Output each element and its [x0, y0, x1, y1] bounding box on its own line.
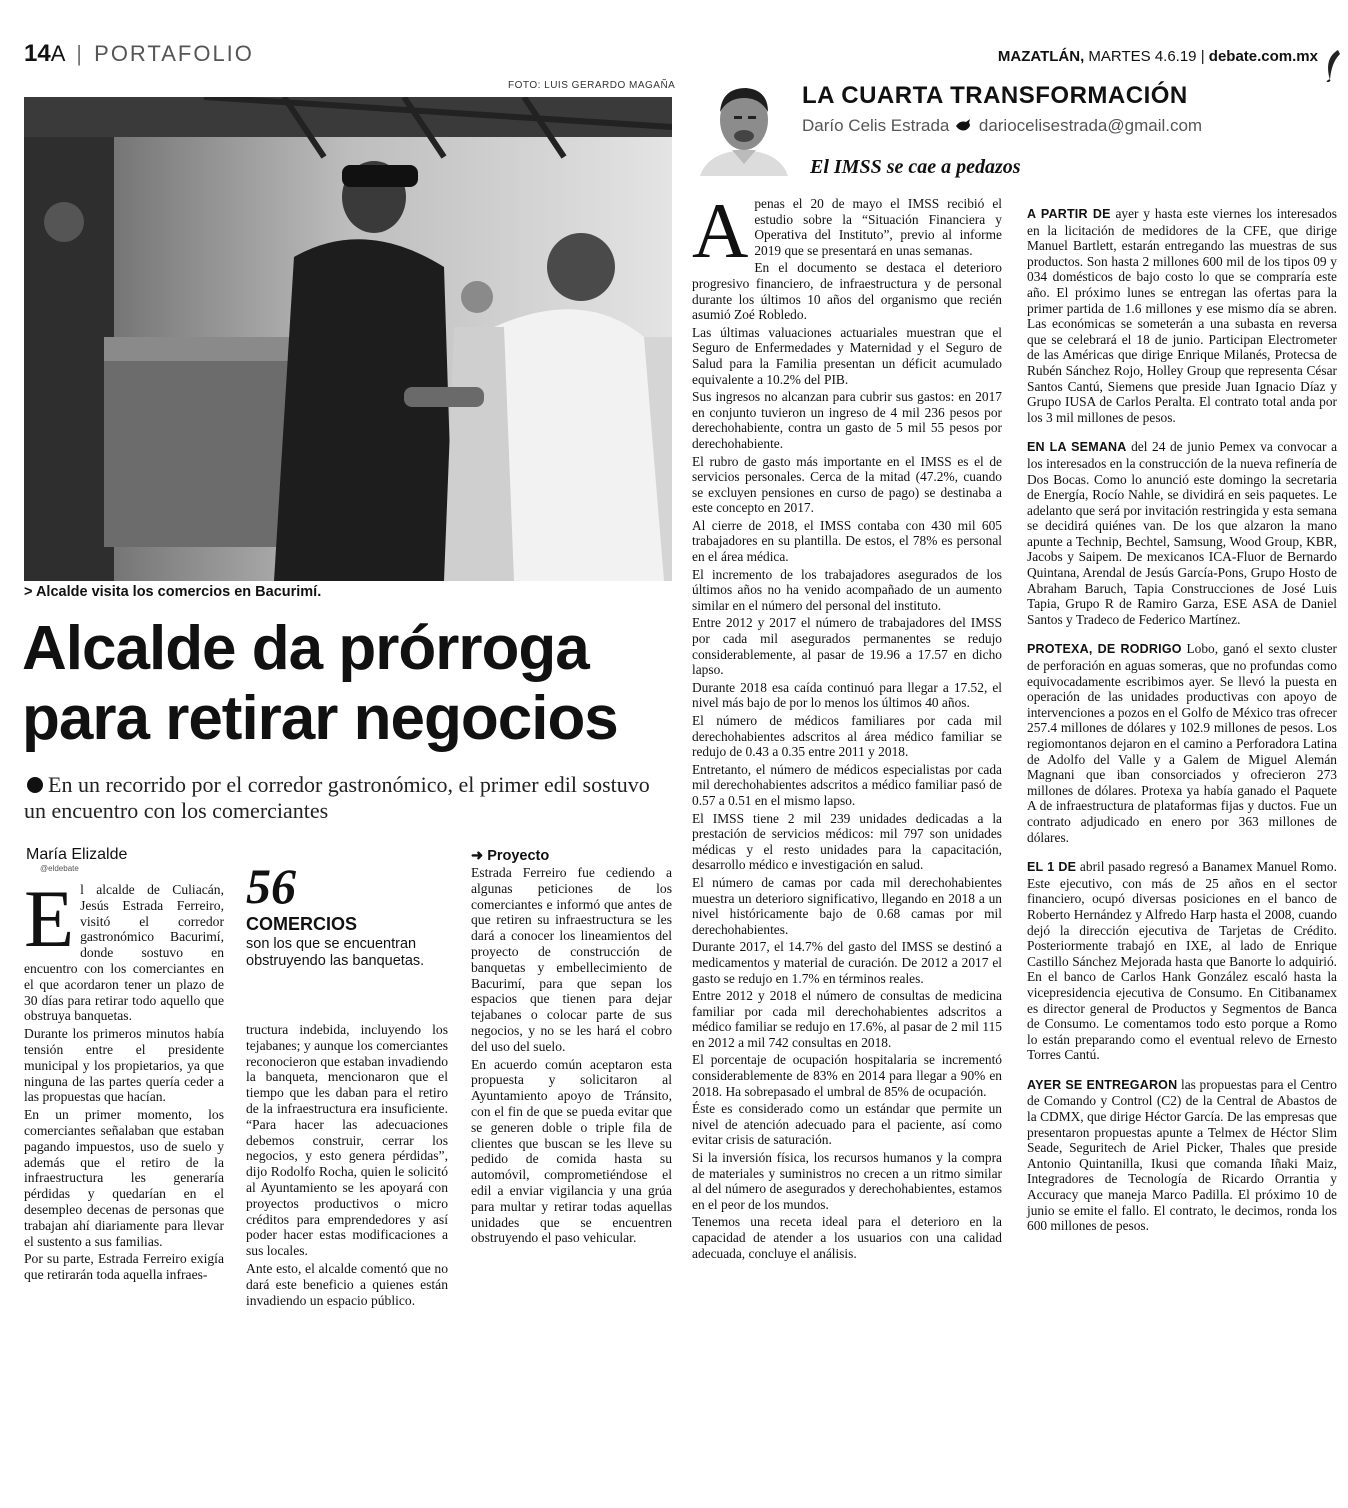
column-body-middle — [692, 187, 1002, 1261]
feather-icon — [1322, 48, 1342, 82]
column-item-text: Lobo, ganó el sexto cluster de perforación en aguas someras, que no profundas como equivocadamente escribimos ayer. Se llevó la puesta en operación de las unidades productivas con apoyo de intervenciones a pozos en el Golfo de México tras ofrecer 257.4 millones de dólares y 102.9 millones de pesos. Los regiomontanos dejaron en el camino a Perforadora Latina de Adolfo del Valle y a Galem de Miguel Alemán Magnani que iban consorciados y ofrecieron 273 millones de dólares. Protexa ya había ganado el Paquete A de infraestructura de plataformas fijas y ductos. Fue un contrato adjudicado en enero por 363 millones de dólares. — [1027, 641, 1337, 845]
column-paragraph: Si la inversión física, los recursos humanos y la compra de materiales y suministros no crecen a un ritmo similar al del número de asegurados y derechohabientes, estamos en el peor de los mundos. — [692, 1150, 1002, 1212]
column-item — [1027, 206, 1337, 425]
article-column-2 — [246, 1022, 448, 1308]
headline — [22, 614, 682, 754]
column-body-right — [1027, 206, 1337, 1248]
column-paragraph: El IMSS tiene 2 mil 239 unidades dedicadas a la prestación de servicios médicos: mil 797 son unidades médicas y el resto unidades para la capacitación, desarrollo médico e investigación en salud. — [692, 810, 1002, 873]
column-item-text: ayer y hasta este viernes los interesados en la licitación de medidores de la CFE, que dirige Manuel Bartlett, estarán entregando las muestras de sus productos. Son hasta 2 millones 600 mil de los tipos 09 y 034 domésticos de bajo costo lo que se compraría este año. El próximo lunes se entregan las ofertas para la primer partida de 1.6 millones y ese mismo día se abren. Las económicas se someterán a una subasta en reversa que se celebrará el 18 de junio. Participan Electrometer de las Américas que dirige Enrique Milanés, Protecsa de Rubén Sánchez Rojo, Holley Group que representa César Santos Cantú, Siemens que preside Juan Ignacio Díaz y Grupo IUSA de Carlos Peralta. El contrato total anda por los 3 mil millones de pesos. — [1027, 206, 1337, 425]
column-paragraph: Sus ingresos no alcanzan para cubrir sus gastos: en 2017 en conjunto tuvieron un ingreso de 4 mil 236 pesos por derechohabiente, contra un gasto de 5 mil 55 pesos por derechohabiente. — [692, 389, 1002, 451]
article-paragraph: En un primer momento, los comerciantes señalaban que estaban pagando impuestos, uso de suelo y además que el retiro de la infraestructura les generaría pérdidas y quedarían en el desempleo decenas de personas que trabajan ahí diariamente para llevar el sustento a sus familias. — [24, 1107, 224, 1249]
stat-number: 56 — [246, 858, 296, 914]
column-paragraph: El porcentaje de ocupación hospitalaria se incrementó considerablemente de 83% en 2014 para llegar a 90% en 2018. Ha sobrepasado el umbral de 85% de ocupación. — [692, 1052, 1002, 1099]
article-paragraph: tructura indebida, incluyendo los tejabanes; y aunque los comerciantes reconocieron que estaban invadiendo la banqueta, mencionaron que el tiempo que les daban para el retiro de la infraestructura era insuficiente. “Para hacer las adecuaciones debemos construir, cerrar los negocios, y esto genera pérdidas”, dijo Rodolfo Rocha, quien le solicitó al Ayuntamiento se les apoyará con proyectos productivos o micro créditos para emprendedores y así poder hacer estas modificaciones a sus locales. — [246, 1022, 448, 1259]
header-site[interactable]: debate.com.mx — [1208, 48, 1318, 65]
author-name: María Elizalde — [26, 846, 128, 863]
column-paragraph: Entre 2012 y 2018 el número de consultas de medicina familiar por cada mil derechohabientes adscritos a médico familiar se redujo en 17.6%, al pasar de 2 mil 115 en 2012 a mil 742 consultas en 2018. — [692, 988, 1002, 1050]
stat-label: COMERCIOS — [246, 914, 358, 934]
headline-line-1: Alcalde da prórroga — [22, 614, 589, 683]
column-item-lead: A PARTIR DE — [1027, 207, 1111, 221]
column-paragraph: El rubro de gasto más importante en el IMSS es el de servicios personales. Cerca de la mitad (47.2%, cuando se excluyen pensiones en curso de pago) se destinaba a este concepto en 2017. — [692, 453, 1002, 516]
article-paragraph: l alcalde de Culiacán, Jesús Estrada Ferreiro, visitó el corredor gastronómico Bacurimí, donde sostuvo en encuentro con los comerciantes en el que acordaron tener un plazo de 30 días para retirar todo aquello que obstruya banquetas. — [24, 882, 224, 1024]
columnist-line — [802, 116, 1202, 136]
subhead-proyecto — [471, 848, 549, 864]
header-date: MARTES 4.6.19 — [1088, 48, 1197, 65]
column-item-text: las propuestas para el Centro de Comando y Control (C2) de la Central de Abastos de la CDMX, que dirige Héctor García. De las empresas que presentaron propuestas apunte a Telmex de Héctor Slim Seade, Seguritech de Ariel Picker, Thales que preside Antonio Quintanilla, Ikusi que comanda Iñaki Maiz, Integradores de Tecnología de Ricardo Orrantia y Accuracy que maneja Marco Padilla. El próximo 10 de junio se emite el fallo. El contrato, le decimos, ronda los 600 millones de pesos. — [1027, 1076, 1337, 1234]
byline — [26, 846, 127, 873]
column-item-lead: EL 1 DE — [1027, 860, 1077, 875]
bird-icon — [954, 117, 974, 131]
column-item-lead: PROTEXA, DE RODRIGO — [1027, 642, 1182, 657]
article-column-1 — [24, 873, 224, 1283]
column-paragraph: Entretanto, el número de médicos especialistas por cada mil derechohabientes adscritos a médico familiar pasó de 0.57 a 0.51 en el mismo lapso. — [692, 761, 1002, 808]
article-paragraph: Durante los primeros minutos había tensión entre el presidente municipal y los propietarios, ya que ninguna de las partes quería ceder a las propuestas que hacían. — [24, 1026, 224, 1105]
column-paragraph: Durante 2018 esa caída continuó para llegar a 17.52, el nivel más bajo de por lo menos los últimos 40 años. — [692, 679, 1002, 711]
dropcap: E — [24, 873, 75, 964]
column-paragraph: El número de camas por cada mil derechohabientes muestra un deterioro significativo, llegando en 2018 a un nivel históricamente bajo de 0.68 camas por mil derechohabientes. — [692, 874, 1002, 937]
column-item — [1027, 439, 1337, 627]
header-city: MAZATLÁN, — [997, 48, 1085, 65]
stat-box — [246, 858, 456, 970]
article-paragraph: Por su parte, Estrada Ferreiro exigía que retirarán toda aquella infraes- — [24, 1251, 224, 1283]
article-column-3 — [471, 865, 672, 1246]
author-handle: @eldebate — [40, 864, 79, 873]
header-divider: | — [76, 41, 83, 66]
column-paragraph: Al cierre de 2018, el IMSS contaba con 430 mil 605 trabajadores en su plantilla. De estos, el 78% es personal en el área médica. — [692, 517, 1002, 565]
columnist-email[interactable]: dariocelisestrada@gmail.com — [978, 116, 1203, 135]
dropcap: A — [692, 187, 749, 274]
column-item-lead: EN LA SEMANA — [1027, 440, 1127, 455]
article-paragraph: En acuerdo común aceptaron esta propuesta y solicitaron al Ayuntamiento apoyo de Tránsito, con el fin de que se pueda evitar que se generen doble o triple fila de clientes que buscan se les lleve su pedido de comida hasta su automóvil, comprometiéndose el edil a enviar vigilancia y una grúa para multar y retirar todas aquellas unidades que se encuentren obstruyendo el paso vehicular. — [471, 1056, 672, 1246]
column-paragraph: Éste es considerado como un estándar que permite un nivel de atención adecuado para el paciente, así como evitar crisis de saturación. — [692, 1101, 1002, 1148]
headline-line-2: para retirar negocios — [22, 684, 618, 753]
arrow-right-icon: ➜ — [471, 848, 484, 864]
page-number: 14 — [24, 40, 51, 67]
article-paragraph: Ante esto, el alcalde comentó que no dará este beneficio a quienes están invadiendo un espacio público. — [246, 1260, 448, 1308]
column-item — [1027, 641, 1337, 845]
header-sep: | — [1200, 48, 1205, 65]
columnist-name: Darío Celis Estrada — [802, 116, 950, 135]
column-subtitle: El IMSS se cae a pedazos — [810, 156, 1021, 178]
column-paragraph: El número de médicos familiares por cada mil derechohabientes adscritos al área médico familiar se redujo de 0.43 a 0.35 entre 2011 y 2018. — [692, 713, 1002, 760]
page-number-suffix: A — [50, 41, 65, 66]
column-item-text: del 24 de junio Pemex va convocar a los interesados en la construcción de la nueva refinería de Dos Bocas. Como lo anunció este domingo la secretaria de Energía, Rocío Nahle, se dividirá en seis paquetes. Le adelanto que será por invitación restringida y esta semana se decidirá quiénes van. De los que alzaron la mano apunte a Technip, Bechtel, Samsung, Wood Group, KBR, Jacobs y Saipem. De mexicanos ICA-Fluor de Bernardo Quintana, Arendal de Jesús García-Pons, Grupo Hosto de Abraham Baruch, Tapia Construcciones de José Luis Tapia, Grupo R de Ramiro Garza, ESE ASA de Daniel Santos y Tradeco de Federico Martínez. — [1027, 439, 1338, 627]
column-title: LA CUARTA TRANSFORMACIÓN — [802, 82, 1188, 109]
column-item-lead: AYER SE ENTREGARON — [1027, 1077, 1178, 1092]
article-paragraph: Estrada Ferreiro fue cediendo a algunas peticiones de los comerciantes e informó que antes de que retiren su infraestructura se les dará a conocer los lineamientos del proyecto de construcción de banquetas y embellecimiento de Bacurimí, para que sepan los espacios que tienen para dejar tejabanes o colocar parte de sus negocios, y no se les hará el cobro del uso del suelo. — [471, 865, 672, 1054]
section-name: PORTAFOLIO — [94, 41, 254, 66]
column-paragraph: Las últimas valuaciones actuariales muestran que el Seguro de Enfermedades y Maternidad y el Seguro de Salud para la Familia presentan un déficit acumulado equivalente a 10.2% del PIB. — [692, 324, 1002, 387]
stat-text: son los que se encuentran obstruyendo las banquetas. — [246, 936, 425, 969]
summary: En un recorrido por el corredor gastronómico, el primer edil sostuvo un encuentro con los comerciantes — [24, 772, 650, 823]
column-paragraph: En el documento se destaca el deterioro progresivo financiero, de infraestructura y de personal durante los últimos 10 años del organismo que recién asumió Zoé Robledo. — [692, 260, 1002, 323]
columnist-photo — [700, 80, 788, 176]
photo-caption: > Alcalde visita los comercios en Bacurimí. — [24, 584, 322, 600]
photo-credit: FOTO: LUIS GERARDO MAGAÑA — [508, 80, 676, 91]
subhead-label: Proyecto — [487, 848, 550, 864]
column-paragraph: penas el 20 de mayo el IMSS recibió el estudio sobre la “Situación Financiera y Operativa del Instituto”, previo al informe 2019 que se presentará en unas semanas. — [754, 196, 1002, 258]
page-header — [24, 40, 254, 70]
column-paragraph: Durante 2017, el 14.7% del gasto del IMSS se destinó a medicamentos y material de curación. De 2012 a 2017 el gasto se redujo en 1.7% en términos reales. — [692, 939, 1002, 986]
column-paragraph: Tenemos una receta ideal para el deterioro en la capacidad de atender a los usuarios con una calidad adecuada, concluye el análisis. — [692, 1214, 1002, 1261]
column-item — [1027, 1077, 1337, 1234]
column-paragraph: Entre 2012 y 2017 el número de trabajadores del IMSS por cada mil asegurados permanentes se redujo considerablemente, al pasar de 19.96 a 17.57 en dicho lapso. — [692, 615, 1002, 678]
main-photo — [24, 97, 672, 581]
header-dateline — [998, 48, 1318, 65]
column-paragraph: El incremento de los trabajadores asegurados de los últimos años no ha venido acompañado de un aumento similar en el número del personal del instituto. — [692, 566, 1002, 613]
column-item — [1027, 859, 1337, 1063]
column-item-text: abril pasado regresó a Banamex Manuel Romo. Este ejecutivo, con más de 25 años en el sector financiero, ocupó diversas posiciones en el banco de Roberto Hernández y Alfredo Harp hasta el 2008, cuando dejó la dirección ejecutiva de Tarjetas de Crédito. Posteriormente trabajó en IXE, al lado de Enrique Castillo Sánchez Mejorada hasta que Banorte lo adquirió. En el banco de Carlos Hank González escaló hasta la vicepresidencia ejecutiva de Consumo. En Citibanamex es director general de Productos y Segmentos de Banca de Consumo. Le comentamos todo esto porque a Romo lo están preparando como el eventual relevo de Ernesto Torres Cantú. — [1027, 859, 1337, 1063]
